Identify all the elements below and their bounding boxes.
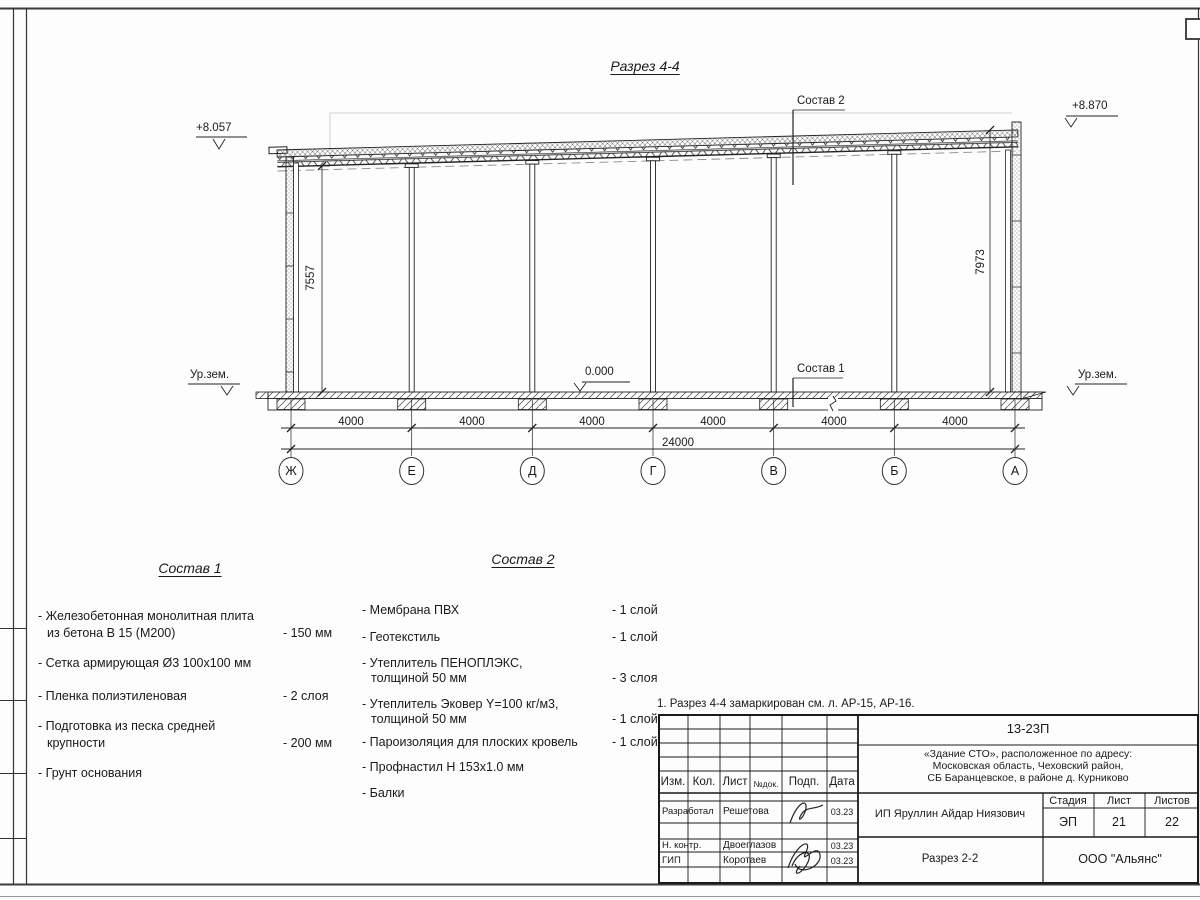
stamp-project-line3: СБ Баранцевское, в районе д. Курниково: [927, 772, 1129, 784]
axis-label-d: Д: [528, 464, 537, 478]
stamp-header-kol: Кол.: [692, 776, 716, 788]
sheet-note: 1. Разрез 4-4 замаркирован см. л. АР-15, АР-16.: [657, 698, 915, 710]
stamp-stage-value: ЭП: [1059, 815, 1077, 829]
sostav1-item2-line1: - Сетка армирующая Ø3 100х100 мм: [38, 656, 252, 670]
sostav1-item4-value: - 200 мм: [283, 736, 333, 750]
total-span-dim: 24000: [662, 437, 694, 449]
sostav2-item5-value: - 1 слой: [612, 735, 658, 749]
stamp-project-line1: «Здание СТО», расположенное по адресу:: [923, 748, 1133, 760]
height-dim-right: 7973: [975, 249, 987, 275]
stamp-header-list: Лист: [722, 776, 748, 788]
stamp-header-izm: Изм.: [660, 776, 686, 788]
sostav1-item5-line1: - Грунт основания: [38, 766, 143, 780]
sostav1-item3-line1: - Пленка полиэтиленовая: [38, 689, 187, 703]
sostav2-item1-line1: - Мембрана ПВХ: [362, 603, 460, 617]
stamp-sheet-label: Лист: [1107, 795, 1131, 807]
columns: [405, 151, 901, 392]
leader-sostav1-label: Состав 1: [797, 363, 845, 375]
sostav2-item4-value: - 1 слой: [612, 712, 658, 726]
sostav1-item1-line2: из бетона В 15 (М200): [47, 626, 176, 640]
sostav2-item4-line1: - Утеплитель Эковер Y=100 кг/м3,: [362, 697, 559, 711]
corner-box: [1186, 19, 1200, 39]
stamp-sheets-label: Листов: [1154, 795, 1190, 807]
stamp-date-3: 03.23: [830, 856, 854, 866]
sostav2-item7-line1: - Балки: [362, 786, 405, 800]
axis-label-a: А: [1010, 464, 1020, 478]
sostav2-item5-line1: - Пароизоляция для плоских кровель: [362, 735, 578, 749]
stamp-project-line2: Московская область, Чеховский район,: [932, 760, 1124, 772]
ground-level-right: Ур.зем.: [1078, 369, 1118, 381]
stamp-role-3: ГИП: [662, 855, 681, 866]
span-dim-2: 4000: [459, 416, 485, 428]
vertical-dimensions: [298, 126, 994, 396]
stamp-client: ИП Яруллин Айдар Ниязович: [874, 808, 1026, 820]
stamp-sheet-value: 21: [1112, 815, 1126, 829]
sostav1-item1-line1: - Железобетонная монолитная плита: [38, 609, 254, 623]
leader-sostav2-label: Состав 2: [797, 95, 845, 107]
level-right-label: +8.870: [1072, 100, 1108, 112]
stamp-name-3: Коротаев: [723, 855, 767, 866]
stamp-name-2: Двоеглазов: [723, 840, 777, 851]
sostav2-item6-line1: - Профнастил Н 153х1.0 мм: [362, 760, 525, 774]
sostav2-item3-line1: - Утеплитель ПЕНОПЛЭКС,: [362, 656, 523, 670]
stamp-header-podp: Подп.: [788, 776, 820, 788]
floor: [256, 392, 1046, 411]
level-left-label: +8.057: [196, 122, 232, 134]
stamp-role-1: Разработал: [662, 806, 714, 817]
sostav2-heading: Состав 2: [491, 551, 555, 567]
span-dim-4: 4000: [700, 416, 726, 428]
roof: [269, 127, 1018, 171]
level-zero-label: 0.000: [585, 366, 614, 378]
sostav1-item4-line2: крупности: [47, 736, 106, 750]
axis-label-b: Б: [890, 464, 899, 478]
drawing-title: Разрез 4-4: [610, 58, 680, 74]
axis-label-g: Г: [649, 464, 657, 478]
span-dim-1: 4000: [338, 416, 364, 428]
signatures: [788, 803, 823, 873]
axis-label-e: Е: [407, 464, 416, 478]
axis-label-zh: Ж: [285, 464, 297, 478]
stamp-date-1: 03.23: [830, 807, 854, 817]
span-dim-3: 4000: [579, 416, 605, 428]
stamp-date-2: 03.23: [830, 841, 854, 851]
sostav2-item1-value: - 1 слой: [612, 603, 658, 617]
stamp-sheets-value: 22: [1165, 815, 1179, 829]
stamp-company: ООО "Альянс": [1078, 852, 1162, 866]
axis-label-v: В: [769, 464, 778, 478]
sostav2-item2-line1: - Геотекстиль: [362, 630, 441, 644]
span-dim-5: 4000: [821, 416, 847, 428]
sostav1-item1-value: - 150 мм: [283, 626, 333, 640]
span-dim-6: 4000: [942, 416, 968, 428]
height-dim-left: 7557: [305, 265, 317, 291]
stamp-stage-label: Стадия: [1049, 795, 1087, 807]
stamp-doc-number: 13-23П: [1006, 721, 1050, 736]
stamp-name-1: Решетова: [723, 806, 769, 817]
sostav2-item4-line2: толщиной 50 мм: [371, 712, 467, 726]
right-wall: [1006, 122, 1022, 392]
stamp-header-data: Дата: [829, 776, 855, 788]
sostav1-item4-line1: - Подготовка из песка средней: [38, 719, 216, 733]
stamp-header-ndok: №док.: [753, 779, 779, 789]
sostav2-item3-value: - 3 слоя: [612, 671, 658, 685]
sostav1-heading: Состав 1: [158, 560, 222, 576]
stamp-role-2: Н. контр.: [662, 840, 702, 851]
ground-level-left: Ур.зем.: [190, 369, 230, 381]
sostav2-item3-line2: толщиной 50 мм: [371, 671, 467, 685]
sostav1-item3-value: - 2 слоя: [283, 689, 329, 703]
stamp-drawing-name: Разрез 2-2: [921, 853, 979, 865]
left-wall: [286, 157, 299, 392]
sostav2-item2-value: - 1 слой: [612, 630, 658, 644]
